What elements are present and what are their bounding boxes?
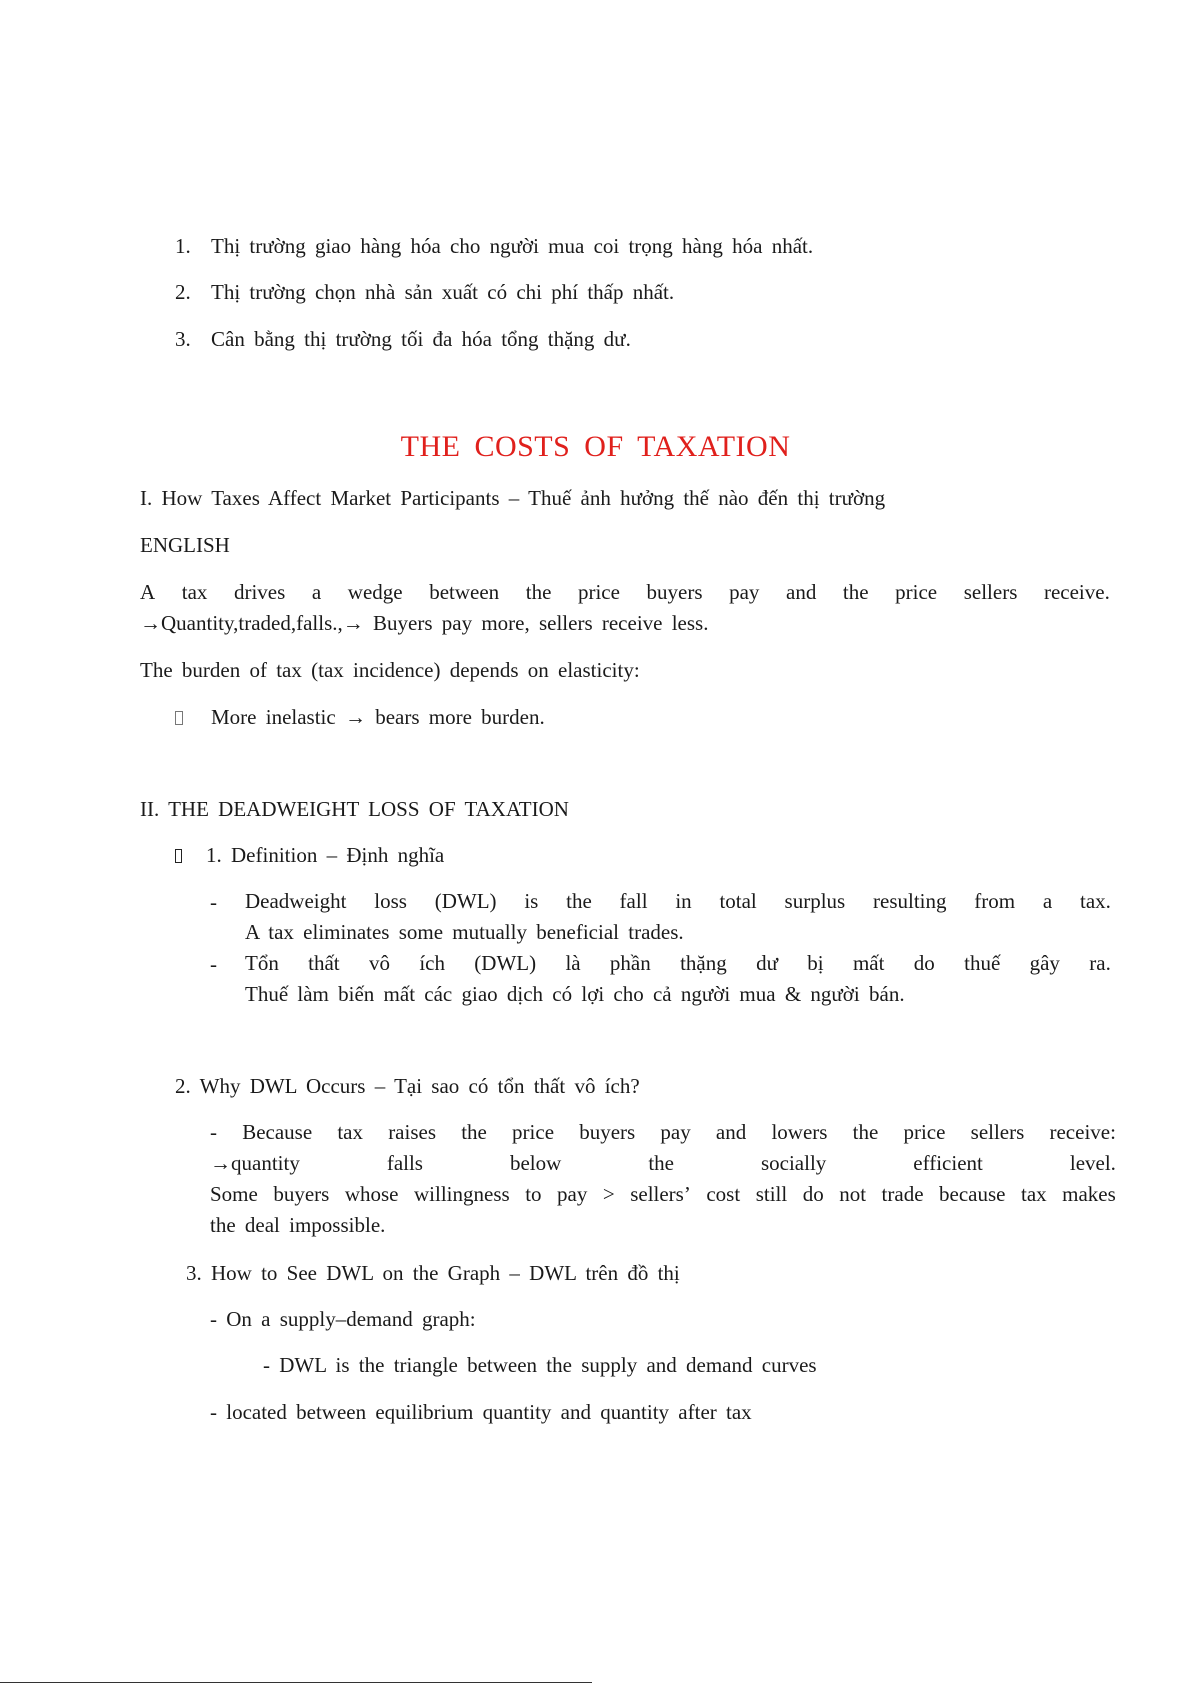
word: buyers <box>646 580 703 604</box>
definition-text: A tax eliminates some mutually beneficial trades. <box>245 920 684 944</box>
word: gây <box>1029 951 1060 975</box>
word: cost <box>706 1182 741 1206</box>
word: price <box>895 580 938 604</box>
word: Because <box>242 1120 313 1144</box>
bullet-text: More inelastic → bears more burden. <box>211 705 545 729</box>
word: dư <box>756 951 778 975</box>
footnote-separator <box>0 1682 592 1683</box>
subsection-1-heading-row <box>175 841 444 869</box>
list-number: 3. <box>175 327 191 351</box>
bullet-square-icon <box>175 849 182 863</box>
word: the <box>566 889 592 913</box>
list-number: 1. <box>175 234 191 258</box>
word: and <box>786 580 817 604</box>
section-1-paragraph-2: The burden of tax (tax incidence) depends on elasticity: <box>140 658 640 682</box>
word: tax <box>1021 1182 1047 1206</box>
word: A <box>140 580 156 604</box>
word: surplus <box>784 889 846 913</box>
word: willingness <box>414 1182 510 1206</box>
word: socially <box>760 1151 827 1175</box>
word: thuế <box>964 951 1001 975</box>
word: is <box>524 889 539 913</box>
word: Some <box>210 1182 258 1206</box>
word: (DWL) <box>474 951 537 975</box>
word: Deadweight <box>245 889 347 913</box>
graph-point-3: - located between equilibrium quantity and quantity after tax <box>210 1400 752 1424</box>
word: raises <box>388 1120 437 1144</box>
word: phần <box>609 951 651 975</box>
word: →quantity <box>210 1151 300 1175</box>
word: makes <box>1062 1182 1116 1206</box>
subsection-2-heading: 2. Why DWL Occurs – Tại sao có tổn thất vô ích? <box>175 1074 640 1098</box>
word: total <box>719 889 757 913</box>
word: receive: <box>1049 1120 1116 1144</box>
word: falls <box>386 1151 423 1175</box>
word: price <box>577 580 620 604</box>
list-text: Thị trường giao hàng hóa cho người mua coi trọng hàng hóa nhất. <box>211 234 814 258</box>
word: receive. <box>1043 580 1110 604</box>
graph-point-2: - DWL is the triangle between the supply and demand curves <box>263 1353 817 1377</box>
word: ra. <box>1089 951 1111 975</box>
word: ích <box>419 951 445 975</box>
justified-line <box>245 886 1111 917</box>
word: trade <box>881 1182 924 1206</box>
bullet-square-icon <box>175 711 183 725</box>
dash-marker: - <box>210 890 217 914</box>
language-label: ENGLISH <box>140 533 230 557</box>
paragraph-text: →Quantity,traded,falls.,→ Buyers pay more, sellers receive less. <box>140 611 709 635</box>
word: loss <box>374 889 407 913</box>
subsection-3-heading: 3. How to See DWL on the Graph – DWL trên đồ thị <box>186 1261 680 1285</box>
bullet-item <box>175 703 545 731</box>
list-number: 2. <box>175 280 191 304</box>
section-1-heading: I. How Taxes Affect Market Participants – Thuế ảnh hưởng thế nào đến thị trường <box>140 486 886 510</box>
word: là <box>565 951 581 975</box>
word: and <box>715 1120 747 1144</box>
justified-line <box>140 577 1110 608</box>
word: the <box>648 1151 674 1175</box>
word: drives <box>233 580 286 604</box>
paragraph-text: the deal impossible. <box>210 1213 386 1237</box>
word: pay <box>557 1182 588 1206</box>
word: below <box>509 1151 562 1175</box>
word: buyers <box>273 1182 330 1206</box>
word: buyers <box>579 1120 636 1144</box>
definition-item-2 <box>245 948 1111 1010</box>
word: tax. <box>1080 889 1111 913</box>
word: not <box>839 1182 867 1206</box>
word: between <box>429 580 500 604</box>
word: Tổn <box>245 951 279 975</box>
word: sellers <box>970 1120 1025 1144</box>
word: from <box>974 889 1016 913</box>
word: tax <box>337 1120 363 1144</box>
word: resulting <box>873 889 947 913</box>
graph-point-1: - On a supply–demand graph: <box>210 1307 476 1331</box>
word: bị <box>807 951 824 975</box>
justified-line <box>210 1179 1116 1210</box>
definition-text: Thuế làm biến mất các giao dịch có lợi cho cả người mua & người bán. <box>245 982 905 1006</box>
intro-list-item <box>175 232 813 260</box>
word: (DWL) <box>434 889 497 913</box>
word: whose <box>344 1182 399 1206</box>
word: - <box>210 1120 217 1144</box>
section-2-heading: II. THE DEADWEIGHT LOSS OF TAXATION <box>140 797 569 821</box>
word: thặng <box>680 951 727 975</box>
word: efficient <box>913 1151 983 1175</box>
justified-line-last <box>245 979 1111 1010</box>
word: lowers <box>771 1120 828 1144</box>
word: the <box>525 580 552 604</box>
dash-marker: - <box>210 952 217 976</box>
word: > <box>602 1182 615 1206</box>
word: the <box>461 1120 487 1144</box>
word: wedge <box>347 580 403 604</box>
word: thất <box>308 951 340 975</box>
word: sellers <box>963 580 1018 604</box>
subsection-1-heading: 1. Definition – Định nghĩa <box>206 843 445 867</box>
word: tax <box>181 580 208 604</box>
word: do <box>802 1182 824 1206</box>
word: do <box>913 951 935 975</box>
why-dwl-paragraph <box>210 1117 1116 1241</box>
word: the <box>852 1120 879 1144</box>
word: pay <box>660 1120 691 1144</box>
word: because <box>939 1182 1006 1206</box>
word: a <box>311 580 322 604</box>
justified-line-last <box>245 917 1111 948</box>
word: the <box>842 580 869 604</box>
word: to <box>525 1182 542 1206</box>
list-text: Cân bằng thị trường tối đa hóa tổng thặng dư. <box>211 327 631 351</box>
word: sellers’ <box>630 1182 691 1206</box>
word: mất <box>852 951 885 975</box>
word: still <box>755 1182 788 1206</box>
word: pay <box>729 580 760 604</box>
word: level. <box>1069 1151 1116 1175</box>
justified-line-last <box>210 1210 1116 1241</box>
word: vô <box>368 951 390 975</box>
word: price <box>903 1120 946 1144</box>
justified-line <box>210 1148 1116 1179</box>
definition-item-1 <box>245 886 1111 948</box>
word: a <box>1042 889 1053 913</box>
intro-list-item <box>175 278 674 306</box>
justified-line <box>245 948 1111 979</box>
word: price <box>512 1120 555 1144</box>
justified-line <box>210 1117 1116 1148</box>
intro-list-item <box>175 325 631 353</box>
section-1-paragraph-1 <box>140 577 1110 639</box>
word: fall <box>619 889 648 913</box>
list-text: Thị trường chọn nhà sản xuất có chi phí thấp nhất. <box>211 280 675 304</box>
justified-line-last <box>140 608 1110 639</box>
page-title: THE COSTS OF TAXATION <box>400 430 791 463</box>
word: in <box>675 889 692 913</box>
